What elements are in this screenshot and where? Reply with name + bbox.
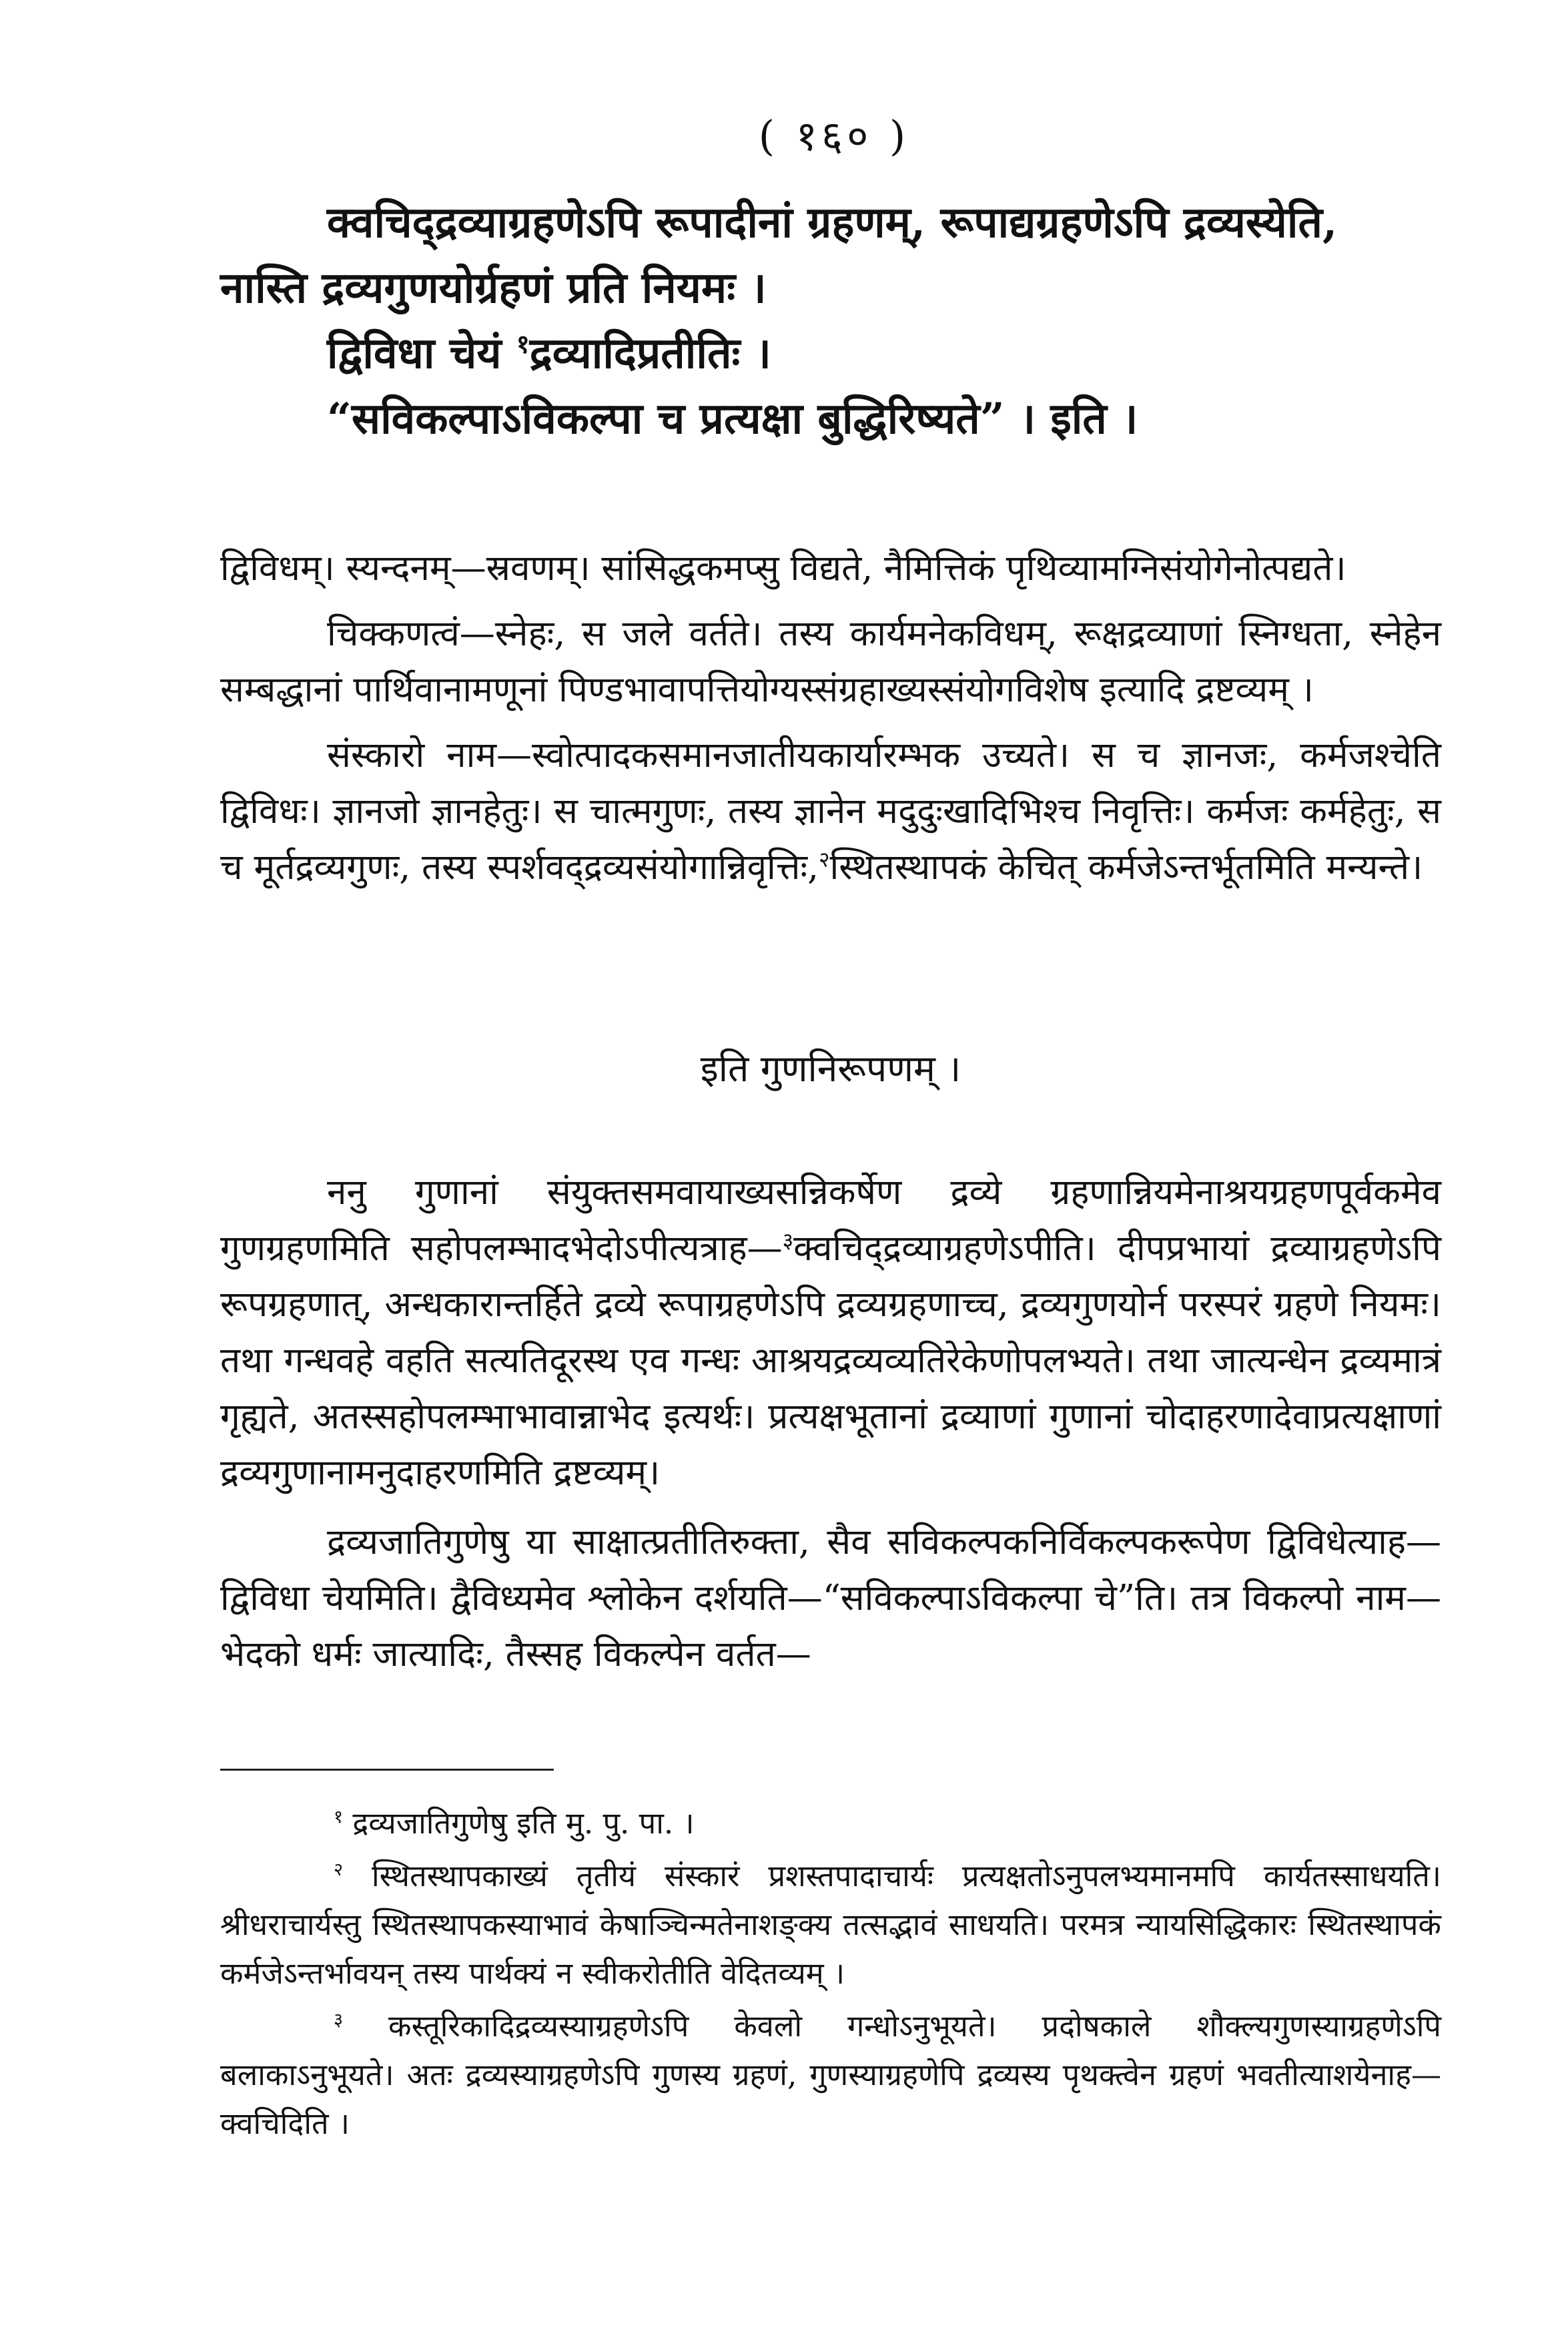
verse-line: क्वचिद्द्रव्याग्रहणेऽपि रूपादीनां ग्रहणम्, रूपाद्यग्रहणेऽपि द्रव्यस्येति, [327,198,1338,248]
footnote-text: कस्तूरिकादिद्रव्यस्याग्रहणेऽपि केवलो गन्धोऽनुभूयते। प्रदोषकाले शौक्ल्यगुणस्याग्रहणेऽपि बलाकाऽनुभूयते। अतः द्रव्यस्याग्रहणेऽपि गुणस्य ग्रहणं, गुणस्याग्रहणेपि द्रव्यस्य पृथक्त्वेन ग्रहणं भवतीत्याशयेनाह—क्वचिदिति । [220,2008,1441,2141]
footnote-mark: १ [334,1807,344,1827]
commentary-block-2 [220,1165,1441,1683]
commentary-paragraph: द्रव्यजातिगुणेषु या साक्षात्प्रतीतिरुक्ता, सैव सविकल्पकनिर्विकल्पकरूपेण द्विविधेत्याह—द्विविधा चेयमिति। द्वैविध्यमेव श्लोकेन दर्शयति—“सविकल्पाऽविकल्पा चे”ति। तत्र विकल्पो नाम—भेदको धर्मः जात्यादिः, तैस्सह विकल्पेन वर्तत— [220,1522,1441,1675]
commentary-text: ननु गुणानां संयुक्तसमवायाख्यसन्निकर्षेण द्रव्ये ग्रहणान्नियमेनाश्रयग्रहणपूर्वकमेव गुणग्रहणमिति सहोपलम्भादभेदोऽपीत्यत्राह— [220,1172,1441,1269]
commentary-paragraph: द्विविधम्। स्यन्दनम्—स्रवणम्। सांसिद्धकमप्सु विद्यते, नैमित्तिकं पृथिव्यामग्निसंयोगेनोत्पद्यते। [220,548,1346,589]
verse-block [220,190,1441,452]
verse-text: द्विविधा चेयं [327,328,516,378]
commentary-paragraph [220,1165,1441,1501]
footnote-ref: १ [516,329,530,360]
footnote [220,1799,1441,1847]
page-number: ( १६० ) [758,111,910,160]
footnote [220,2002,1441,2148]
verse-line [220,321,1441,386]
footnotes-block [220,1799,1441,2148]
commentary-paragraph [220,727,1441,896]
commentary-text: क्वचिद्द्रव्याग्रहणेऽपीति। दीपप्रभायां द्रव्याग्रहणेऽपि रूपग्रहणात्, अन्धकारान्तर्हिते द्रव्ये रूपाग्रहणेऽपि द्रव्यग्रहणाच्च, द्रव्यगुणयोर्न परस्परं ग्रहणे नियमः। तथा गन्धवहे वहति सत्यतिदूरस्थ एव गन्धः आश्रयद्रव्यव्यतिरेकेणोपलभ्यते। तथा जात्यन्धेन द्रव्यमात्रं गृह्यते, अतस्सहोपलम्भाभावान्नाभेद इत्यर्थः। प्रत्यक्षभूतानां द्रव्याणां गुणानां चोदाहरणादेवाप्रत्यक्षाणां द्रव्यगुणानामनुदाहरणमिति द्रष्टव्यम्। [220,1228,1441,1493]
footnote-ref: ३ [782,1228,794,1253]
footnote-text: द्रव्यजातिगुणेषु इति मु. पु. पा. । [352,1805,695,1841]
footnote [220,1851,1441,1998]
commentary-block-1 [220,541,1441,896]
verse-line: नास्ति द्रव्यगुणयोर्ग्रहणं प्रति नियमः । [220,263,767,313]
verse-text: द्रव्यादिप्रतीतिः । [529,328,771,378]
footnote-mark: ३ [334,2010,344,2030]
section-end-title: इति गुणनिरूपणम् । [700,1047,961,1090]
footnote-text: स्थितस्थापकाख्यं तृतीयं संस्कारं प्रशस्तपादाचार्यः प्रत्यक्षतोऽनुपलभ्यमानमपि कार्यतस्साधयति। श्रीधराचार्यस्तु स्थितस्थापकस्याभावं केषाञ्चिन्मतेनाशङ्क्य तत्सद्भावं साधयति। परमत्र न्यायसिद्धिकारः स्थितस्थापकं कर्मजेऽन्तर्भावयन् तस्य पार्थक्यं न स्वीकरोतीति वेदितव्यम् । [220,1858,1441,1991]
commentary-text: स्थितस्थापकं केचित् कर्मजेऽन्तर्भूतमिति मन्यन्ते। [829,847,1423,888]
footnote-divider [220,1769,554,1771]
commentary-paragraph: चिक्कणत्वं—स्नेहः, स जले वर्तते। तस्य कार्यमनेकविधम्, रूक्षद्रव्याणां स्निग्धता, स्नेहेन सम्बद्धानां पार्थिवानामणूनां पिण्डभावापत्तियोग्यस्संग्रहाख्यस्संयोगविशेष इत्यादि द्रष्टव्यम् । [220,613,1441,710]
verse-line: “सविकल्पाऽविकल्पा च प्रत्यक्षा बुद्धिरिष्यते” । इति । [327,394,1138,444]
footnote-ref: २ [818,847,830,872]
footnote-mark: २ [334,1859,344,1880]
commentary-text: संस्कारो नाम—स्वोत्पादकसमानजातीयकार्यारम्भक उच्यते। स च ज्ञानजः, कर्मजश्चेति द्विविधः। ज्ञानजो ज्ञानहेतुः। स चात्मगुणः, तस्य ज्ञानेन मदुदुःखादिभिश्च निवृत्तिः। कर्मजः कर्महेतुः, स च मूर्तद्रव्यगुणः, तस्य स्पर्शवद्द्रव्यसंयोगान्निवृत्तिः, [220,735,1441,888]
